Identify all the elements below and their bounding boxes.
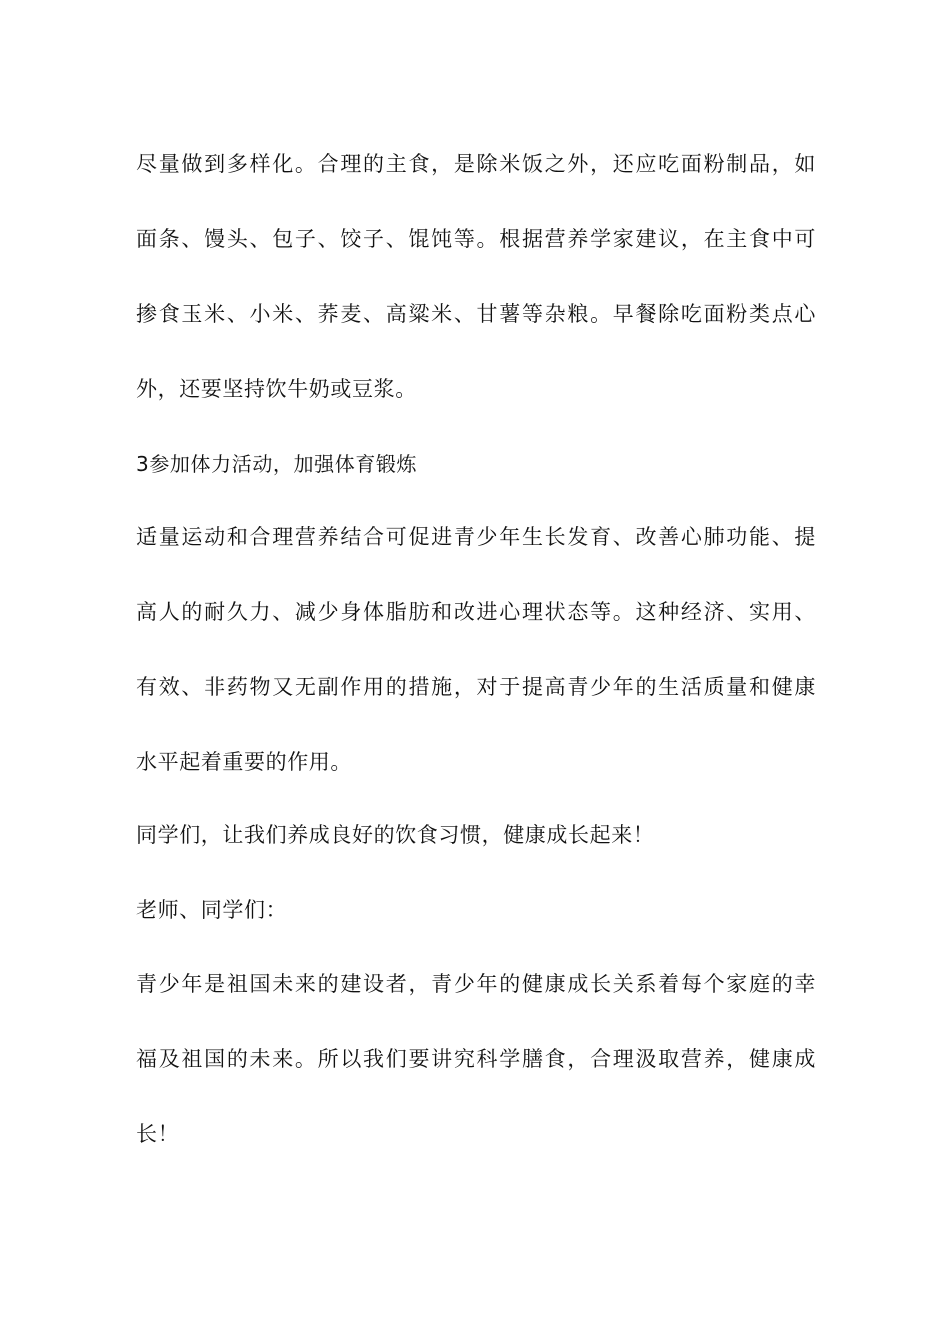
paragraph-line-8: 水平起着重要的作用。	[136, 750, 352, 774]
section-heading: 3参加体力活动，加强体育锻炼	[136, 452, 418, 476]
salutation-line: 老师、同学们：	[136, 898, 288, 922]
paragraph-line-2: 面条、馒头、包子、饺子、馄饨等。根据营养学家建议，在主食中可	[136, 227, 816, 251]
paragraph-line-7: 有效、非药物又无副作用的措施，对于提高青少年的生活质量和健康	[136, 675, 816, 699]
paragraph-line-5: 适量运动和合理营养结合可促进青少年生长发育、改善心肺功能、提	[136, 525, 816, 549]
paragraph-line-3: 掺食玉米、小米、荞麦、高粱米、甘薯等杂粮。早餐除吃面粉类点心	[136, 302, 816, 326]
paragraph-line-9: 青少年是祖国未来的建设者，青少年的健康成长关系着每个家庭的幸	[136, 972, 816, 996]
paragraph-line-1: 尽量做到多样化。合理的主食，是除米饭之外，还应吃面粉制品，如	[136, 152, 816, 176]
paragraph-line-11: 长！	[136, 1122, 180, 1146]
paragraph-line-10: 福及祖国的未来。所以我们要讲究科学膳食，合理汲取营养，健康成	[136, 1047, 816, 1071]
paragraph-line-6: 高人的耐久力、减少身体脂肪和改进心理状态等。这种经济、实用、	[136, 600, 816, 624]
closing-line: 同学们，让我们养成良好的饮食习惯，健康成长起来！	[136, 823, 655, 847]
paragraph-line-4: 外，还要坚持饮牛奶或豆浆。	[136, 377, 417, 401]
